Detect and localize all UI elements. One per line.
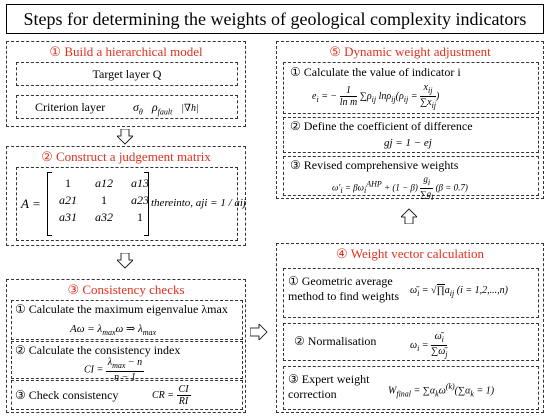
matrix-thereinto: thereinto, aji = 1 / aij xyxy=(151,197,247,209)
diagram-title: Steps for determining the weights of geological complexity indicators xyxy=(23,9,527,29)
expert-correction-step xyxy=(283,366,539,410)
eigenvalue-formula: $A\omega = \lambda_{max}\omega$ ⇒ $\lambda_{max}$ xyxy=(70,323,157,338)
geometric-average-formula: $\omegā_i$ = $√\prod a_{ij}$ (i = 1,2,...,n) xyxy=(410,285,508,298)
normalisation-step xyxy=(283,323,539,361)
indicator-value-step xyxy=(283,62,539,114)
section-2-heading: ② Construct a judgement matrix xyxy=(41,149,211,164)
section-5-heading: ⑤ Dynamic weight adjustment xyxy=(329,44,491,59)
check-consistency-label: ③ Check consistency xyxy=(15,388,119,402)
difference-coefficient-step xyxy=(283,117,539,153)
section-judgement-matrix xyxy=(6,146,246,246)
criterion-layer-label: Criterion layer xyxy=(35,100,106,114)
indicator-value-label: ① Calculate the value of indicator i xyxy=(290,65,461,79)
arrow-down-1 xyxy=(117,129,133,145)
section-consistency-checks xyxy=(6,279,246,413)
matrix-cell: a32 xyxy=(95,210,113,224)
revised-weights-label: ③ Revised comprehensive weights xyxy=(290,158,459,172)
criterion-layer-box xyxy=(16,95,238,119)
arrow-up xyxy=(401,208,417,224)
matrix-cell: a31 xyxy=(59,210,77,224)
check-consistency-step xyxy=(11,380,243,410)
geometric-average-step xyxy=(283,268,539,318)
consistency-index-step xyxy=(11,341,243,383)
revised-weights-formula: $\omega'_i = \beta\omega_i^{AHP} + (1 - \beta)$ $\frac{g_i}{\sum g_i}$ (β = 0.7) xyxy=(332,174,468,202)
matrix-cell: a12 xyxy=(95,176,113,190)
section-3-heading: ③ Consistency checks xyxy=(67,282,185,297)
title-box xyxy=(6,4,544,34)
indicator-value-formula: $e_i$ = − $\frac{1}{\text{ln m}}$ $\sum\rho_{ij}$ $\ln\rho_{ij}(\rho_{ij}$ = $\frac{x_{ij}}{\sum x_{ij}}$ ) xyxy=(312,82,440,110)
matrix-bracket xyxy=(47,172,149,236)
matrix-cell: 1 xyxy=(137,210,143,224)
difference-coefficient-label: ② Define the coefficient of difference xyxy=(290,119,473,133)
arrow-right xyxy=(250,324,268,340)
expert-correction-label: ③ Expert weight correction xyxy=(288,372,370,401)
revised-weights-step xyxy=(283,156,539,202)
matrix-cell: a13 xyxy=(131,176,149,190)
section-1-heading: ① Build a hierarchical model xyxy=(49,44,203,59)
target-layer-label: Target layer Q xyxy=(92,67,162,81)
matrix-cell: 1 xyxy=(101,193,107,207)
target-layer-box xyxy=(16,62,238,86)
eigenvalue-step xyxy=(11,300,243,340)
check-consistency-formula: CR = $\frac{CI}{RI}$ xyxy=(152,384,189,407)
matrix-cell: a21 xyxy=(59,193,77,207)
eigenvalue-label: ① Calculate the maximum eigenvalue λmax xyxy=(15,302,228,316)
consistency-index-formula: CI = $\frac{\lambda_{max} - n}{n - 1}$ xyxy=(84,357,143,383)
normalisation-formula: $\omega_i$ = $\frac{\omegā_i}{\sum\omegā_j}$ xyxy=(410,331,448,359)
geometric-average-label: ① Geometric average method to find weights xyxy=(288,274,399,303)
difference-coefficient-formula: gj = 1 − ej xyxy=(384,137,432,149)
matrix-cell: 1 xyxy=(65,176,71,190)
section-4-heading: ④ Weight vector calculation xyxy=(336,246,484,261)
matrix-cell: a23 xyxy=(131,193,149,207)
section-weight-vector xyxy=(276,243,544,413)
judgement-matrix xyxy=(50,175,158,226)
expert-correction-formula: $W_{final} = \sum\alpha_k\omega^{(k)}(\sum\alpha_k = 1)$ xyxy=(388,382,495,399)
section-build-model xyxy=(6,41,246,127)
arrow-down-2 xyxy=(117,253,133,269)
matrix-lhs: A = xyxy=(21,196,41,211)
criterion-formula: $\sigma_\theta$ $\rho_{fault}$ |∇h| xyxy=(133,100,199,117)
section-dynamic-weight xyxy=(276,41,544,202)
consistency-index-label: ② Calculate the consistency index xyxy=(15,343,181,357)
judgement-matrix-box xyxy=(16,167,247,241)
normalisation-label: ② Normalisation xyxy=(294,334,377,348)
